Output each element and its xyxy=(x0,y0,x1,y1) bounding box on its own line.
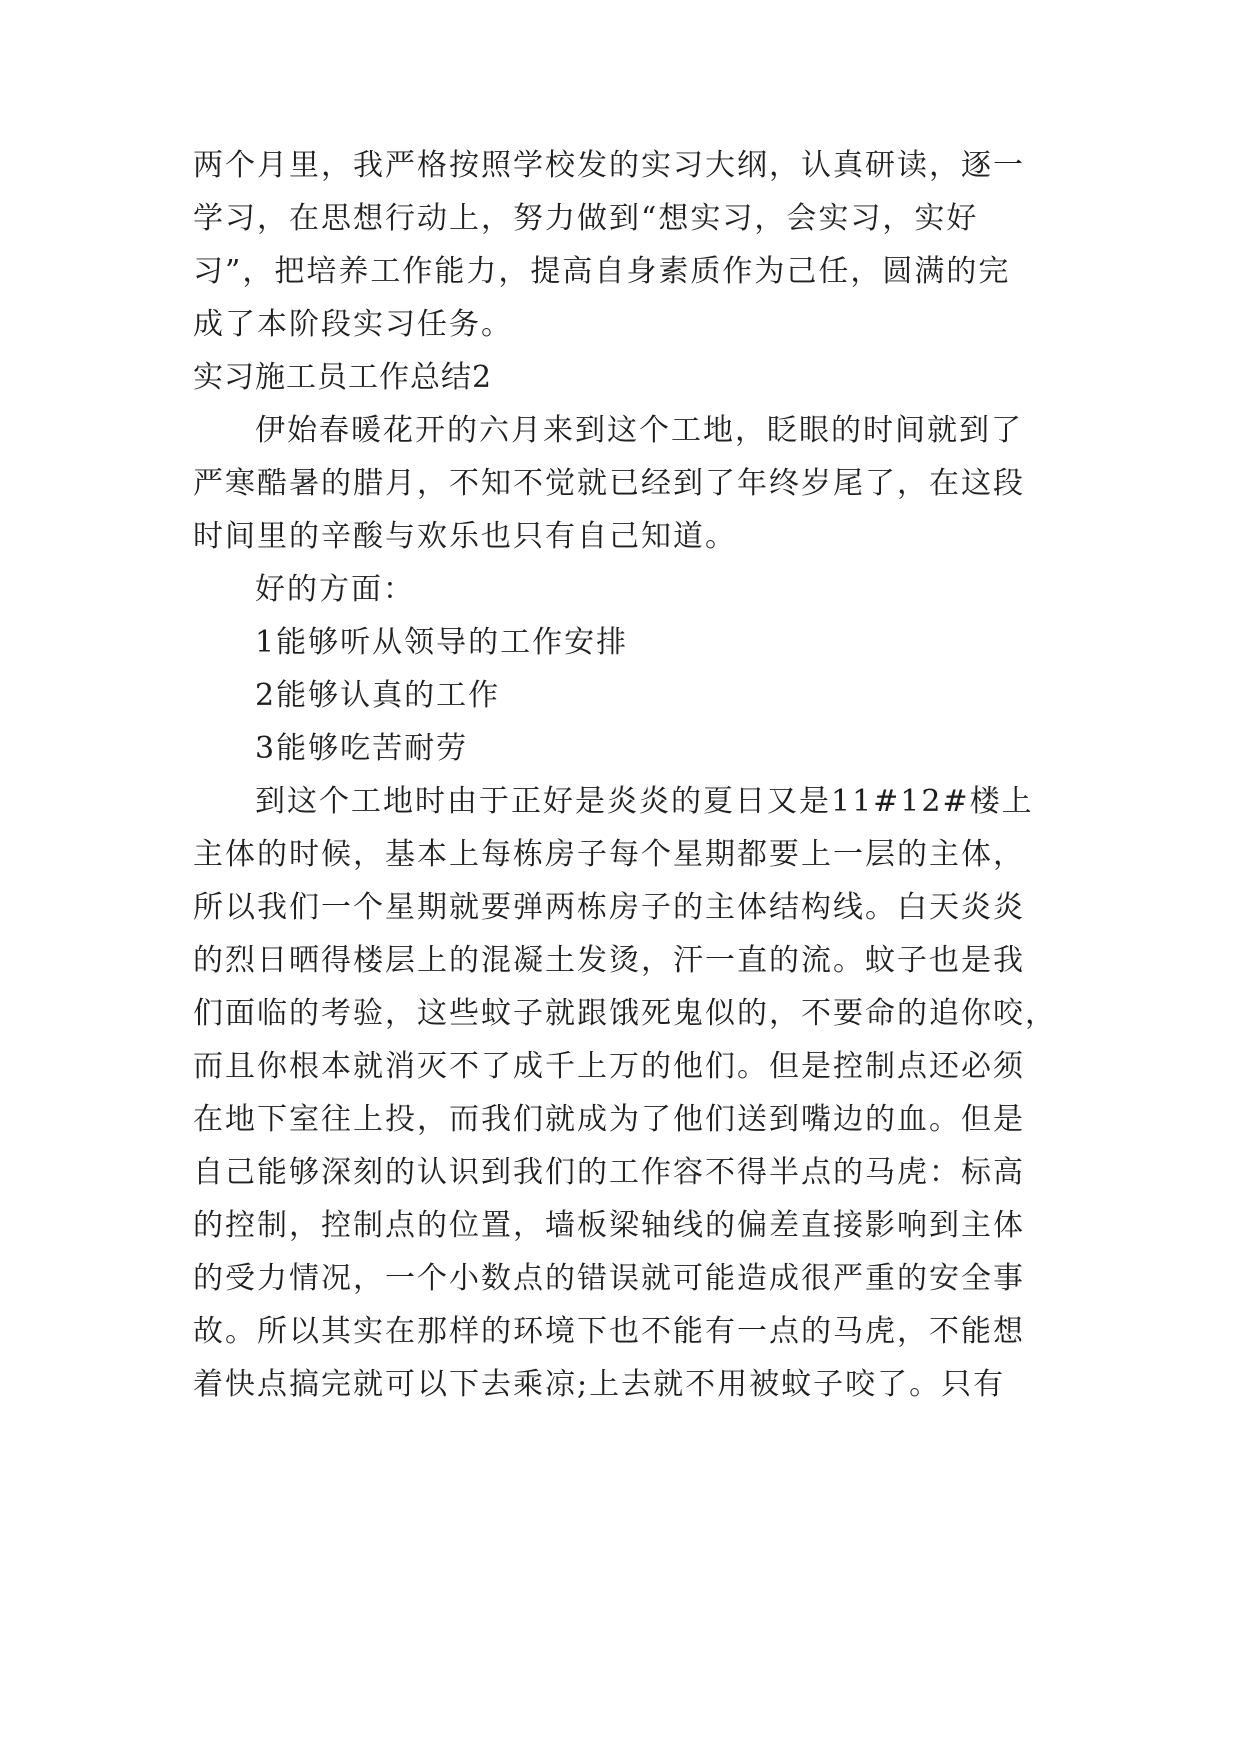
text-line: 自己能够深刻的认识到我们的工作容不得半点的马虎：标高 xyxy=(193,1155,1025,1190)
text-line: 到这个工地时由于正好是炎炎的夏日又是11#12#楼上 xyxy=(255,784,1034,819)
text-line: 的烈日晒得楼层上的混凝土发烫，汗一直的流。蚊子也是我 xyxy=(193,943,1025,978)
text-line: 学习，在思想行动上，努力做到“想实习，会实习，实好 xyxy=(193,201,979,236)
list-item: 2能够认真的工作 xyxy=(255,678,501,713)
list-item: 1能够听从领导的工作安排 xyxy=(255,625,629,660)
text-line: 的控制，控制点的位置，墙板梁轴线的偏差直接影响到主体 xyxy=(193,1208,1025,1243)
text-line: 主体的时候，基本上每栋房子每个星期都要上一层的主体， xyxy=(193,837,1025,872)
text-line: 故。所以其实在那样的环境下也不能有一点的马虎，不能想 xyxy=(193,1314,1025,1349)
text-line: 所以我们一个星期就要弹两栋房子的主体结构线。白天炎炎 xyxy=(193,890,1025,925)
text-line: 时间里的辛酸与欢乐也只有自己知道。 xyxy=(193,519,737,554)
text-line: 着快点搞完就可以下去乘凉;上去就不用被蚊子咬了。只有 xyxy=(193,1367,1006,1402)
text-line: 在地下室往上投，而我们就成为了他们送到嘴边的血。但是 xyxy=(193,1102,1025,1137)
list-item: 3能够吃苦耐劳 xyxy=(255,731,469,766)
text-line: 们面临的考验，这些蚊子就跟饿死鬼似的，不要命的追你咬， xyxy=(193,996,1057,1031)
good-aspects-label: 好的方面： xyxy=(255,572,415,607)
text-line: 而且你根本就消灭不了成千上万的他们。但是控制点还必须 xyxy=(193,1049,1025,1084)
section-title: 实习施工员工作总结2 xyxy=(193,360,493,395)
text-line: 习”，把培养工作能力，提高自身素质作为己任，圆满的完 xyxy=(193,254,1011,289)
text-line: 两个月里，我严格按照学校发的实习大纲，认真研读，逐一 xyxy=(193,148,1025,183)
text-line: 成了本阶段实习任务。 xyxy=(193,307,513,342)
text-line: 伊始春暖花开的六月来到这个工地，眨眼的时间就到了 xyxy=(255,413,1023,448)
text-line: 严寒酷暑的腊月，不知不觉就已经到了年终岁尾了，在这段 xyxy=(193,466,1025,501)
text-line: 的受力情况，一个小数点的错误就可能造成很严重的安全事 xyxy=(193,1261,1025,1296)
